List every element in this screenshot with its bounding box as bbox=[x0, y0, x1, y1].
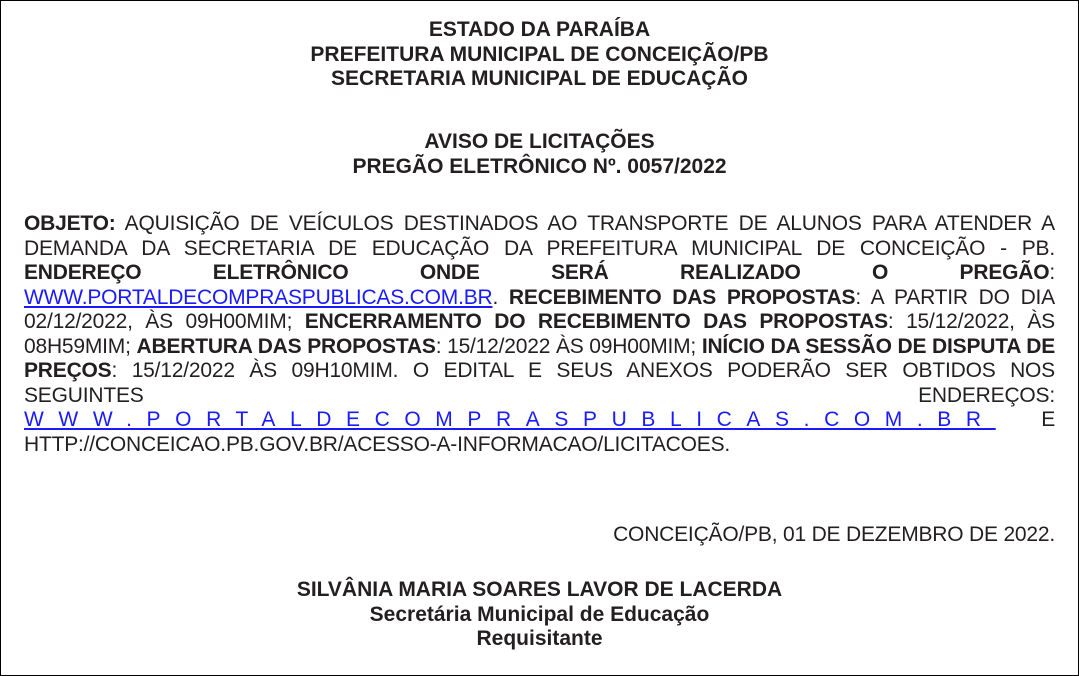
inicio-text: : 15/12/2022 ÀS 09H10MIM. O EDITAL E SEUS ANEXOS PODERÃO SER OBTIDOS NOS SEGUINTES ENDEREÇOS: bbox=[24, 359, 1055, 407]
notice-heading: AVISO DE LICITAÇÕES bbox=[424, 130, 655, 153]
objeto-text: AQUISIÇÃO DE VEÍCULOS DESTINADOS AO TRANSPORTE DE ALUNOS PARA ATENDER A DEMANDA DA SECRETARIA DE EDUCAÇÃO DA PREFEITURA MUNICIPAL DE CONCEIÇÃO - PB. bbox=[24, 212, 1055, 260]
endereco-label: ENDEREÇO ELETRÔNICO ONDE SERÁ REALIZADO O PREGÃO bbox=[24, 261, 1050, 284]
encerramento-text: : 15/12/2022, ÀS 08H59MIM; bbox=[24, 310, 1055, 358]
municipality-name: PREFEITURA MUNICIPAL DE CONCEIÇÃO/PB bbox=[310, 42, 769, 66]
notice-title bbox=[24, 130, 1055, 179]
recebimento-label: RECEBIMENTO DAS PROPOSTAS bbox=[508, 285, 856, 309]
signatory-name: SILVÂNIA MARIA SOARES LAVOR DE LACERDA bbox=[296, 578, 783, 601]
signature-block bbox=[24, 578, 1055, 652]
department-name: SECRETARIA MUNICIPAL DE EDUCAÇÃO bbox=[331, 67, 748, 90]
municipal-address: HTTP://CONCEICAO.PB.GOV.BR/ACESSO-A-INFORMACAO/LICITACOES. bbox=[24, 432, 731, 456]
link-period: . bbox=[492, 285, 499, 309]
conjunction: E bbox=[1041, 408, 1055, 431]
state-name: ESTADO DA PARAÍBA bbox=[428, 18, 651, 41]
inicio-label: INÍCIO DA SESSÃO DE DISPUTA DE PREÇOS bbox=[24, 334, 1055, 382]
objeto-label: OBJETO: bbox=[24, 212, 116, 235]
abertura-label: ABERTURA DAS PROPOSTAS bbox=[136, 334, 436, 358]
encerramento-label: ENCERRAMENTO DO RECEBIMENTO DAS PROPOSTAS bbox=[304, 310, 888, 333]
notice-body bbox=[24, 212, 1055, 457]
portal-link-spaced[interactable]: WWW.PORTALDECOMPRASPUBLICAS.COM.BR bbox=[24, 408, 996, 431]
portal-link[interactable]: WWW.PORTALDECOMPRASPUBLICAS.COM.BR bbox=[24, 285, 493, 309]
endereco-colon: : bbox=[1049, 261, 1055, 284]
issuer-header bbox=[24, 18, 1055, 92]
signatory-subtitle: Requisitante bbox=[476, 627, 603, 650]
recebimento-text: : A PARTIR DO DIA 02/12/2022, ÀS 09H00MIM; bbox=[24, 285, 1055, 333]
place-date: CONCEIÇÃO/PB, 01 DE DEZEMBRO DE 2022. bbox=[613, 523, 1055, 546]
abertura-text: : 15/12/2022 ÀS 09H00MIM; bbox=[435, 334, 697, 358]
signatory-role: Secretária Municipal de Educação bbox=[369, 602, 710, 626]
auction-number: PREGÃO ELETRÔNICO Nº. 0057/2022 bbox=[352, 154, 727, 178]
